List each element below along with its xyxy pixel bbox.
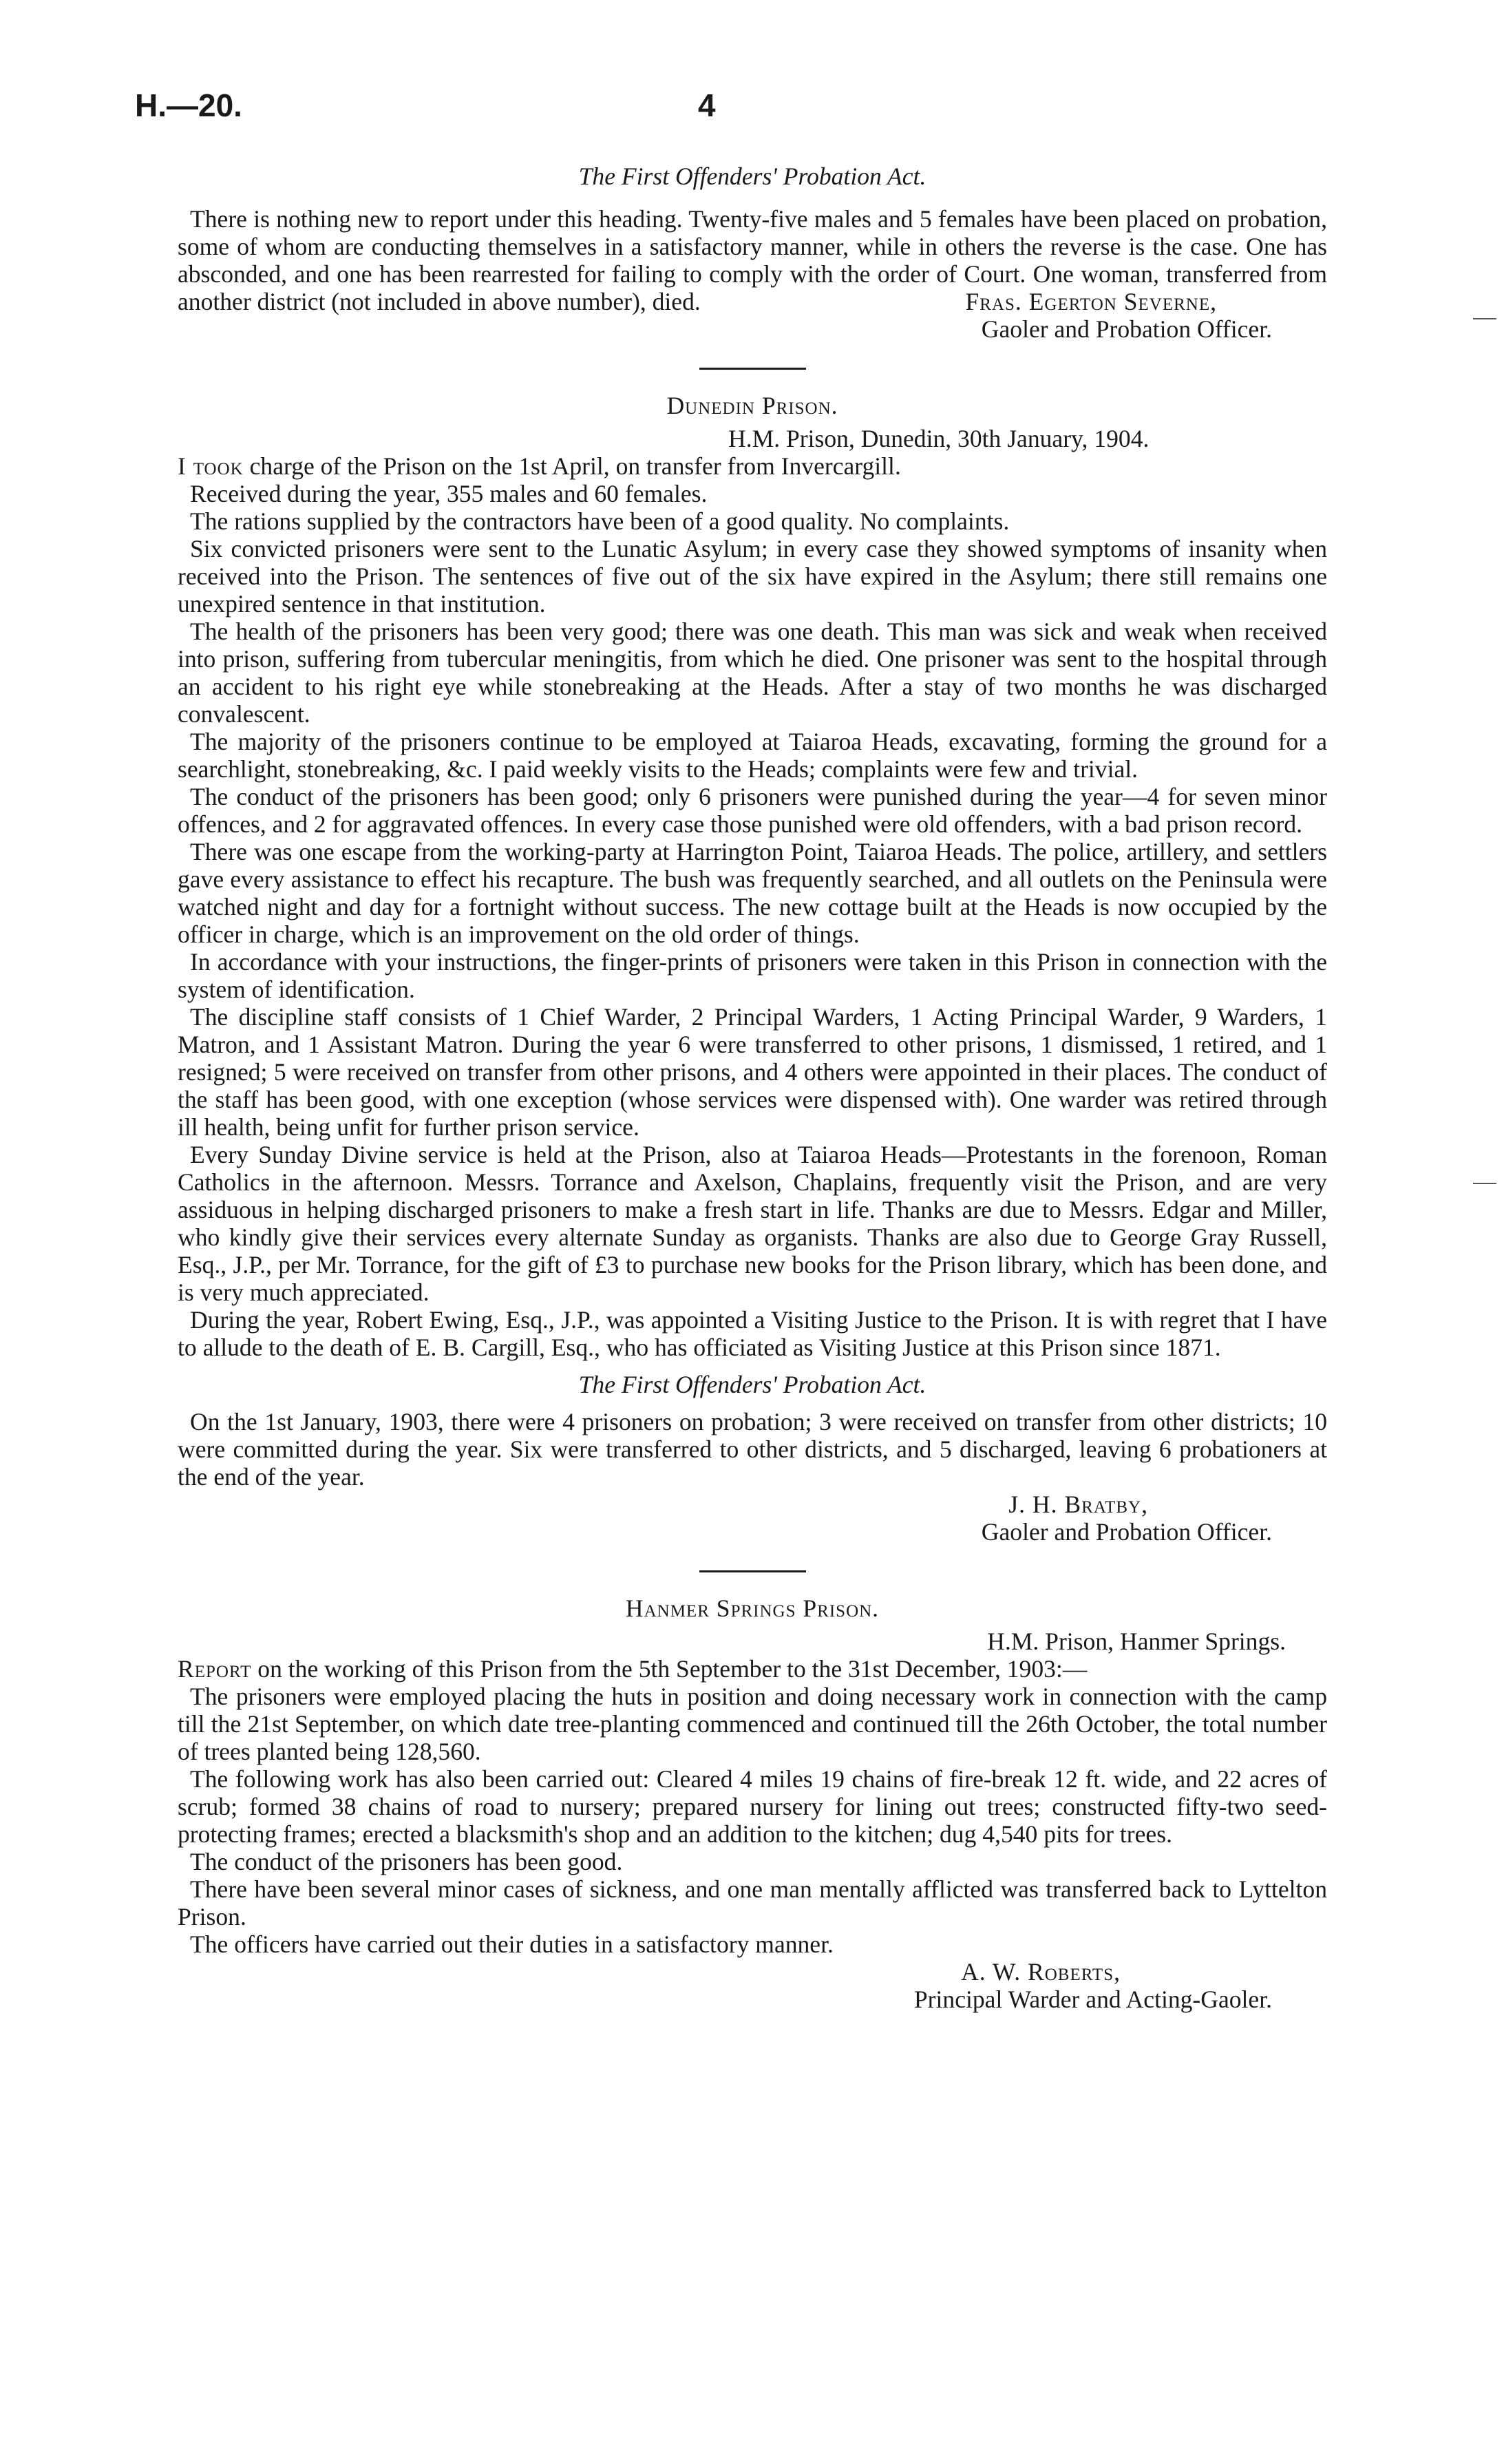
opening-line-hanmer: Report on the working of this Prison from the 5th September to the 31st December, 1903:— bbox=[178, 1655, 1088, 1683]
signature-title: Principal Warder and Acting-Gaoler. bbox=[913, 1986, 1272, 2013]
section-title-hanmer: Hanmer Springs Prison. bbox=[625, 1594, 880, 1622]
parliamentary-paper-code: H.—20. bbox=[135, 87, 242, 123]
probation-paragraph: There is nothing new to report under this heading. Twenty-five males and 5 females have been placed on probation, some of whom are conducting themselves in a satisfactory manner, while in others the reverse is the case. One has absconded, and one has been rearrested for failing to comply with the order of Court. One woman, transferred from another district (not included in above number), died. Fras. Egerton Severne, bbox=[178, 205, 1327, 315]
signature-name: A. W. Roberts, bbox=[961, 1958, 1121, 1986]
dunedin-probation-paragraph: On the 1st January, 1903, there were 4 prisoners on probation; 3 were received on transfer from other districts; 10 were committed during the year. Six were transferred to other districts, and 5 discharged, leaving 6 probationers at the end of the year. bbox=[178, 1408, 1327, 1491]
signature-title: Gaoler and Probation Officer. bbox=[981, 315, 1272, 343]
margin-mark bbox=[1473, 318, 1496, 319]
page-number: 4 bbox=[698, 87, 716, 123]
dunedin-paragraph: The discipline staff consists of 1 Chief Warder, 2 Principal Warders, 1 Acting Principal Warder, 9 Warders, 1 Matron, and 1 Assistant Matron. During the year 6 were transferred to other prisons, 1 dismissed, 1 retired, and 1 resigned; 5 were received on transfer from other prisons, and 4 others were appointed in their places. The conduct of the staff has been good, with one exception (whose services were dispensed with). One warder was retired through ill health, being unfit for further prison service. bbox=[178, 1003, 1327, 1141]
margin-mark bbox=[1473, 1183, 1496, 1184]
hanmer-paragraph: The following work has also been carried out: Cleared 4 miles 19 chains of fire-break 12 ft. wide, and 22 acres of scrub; formed 38 chains of road to nursery; prepared nursery for lining out trees; constructed fifty-two seed-protecting frames; erected a blacksmith's shop and an addition to the kitchen; dug 4,540 pits for trees. bbox=[178, 1765, 1327, 1848]
dunedin-paragraph: Received during the year, 355 males and 60 females. bbox=[190, 480, 708, 507]
dunedin-paragraph: In accordance with your instructions, the finger-prints of prisoners were taken in this Prison in connection with the system of identification. bbox=[178, 948, 1327, 1003]
signature-name: J. H. Bratby, bbox=[1008, 1491, 1148, 1518]
dunedin-paragraph: The rations supplied by the contractors have been of a good quality. No complaints. bbox=[190, 507, 1010, 535]
signature-title: Gaoler and Probation Officer. bbox=[981, 1518, 1272, 1546]
opening-line-dunedin: I took charge of the Prison on the 1st April, on transfer from Invercargill. bbox=[178, 452, 901, 480]
dunedin-paragraph: There was one escape from the working-party at Harrington Point, Taiaroa Heads. The police, artillery, and settlers gave every assistance to effect his recapture. The bush was frequently searched, and all outlets on the Peninsula were watched night and day for a fortnight without success. The new cottage built at the Heads is now occupied by the officer in charge, which is an improvement on the old order of things. bbox=[178, 838, 1327, 948]
page-header bbox=[135, 87, 1369, 135]
dunedin-paragraph: Every Sunday Divine service is held at the Prison, also at Taiaroa Heads—Protestants in the forenoon, Roman Catholics in the afternoon. Messrs. Torrance and Axelson, Chaplains, frequently visit the Prison, and are very assiduous in helping discharged prisoners to make a fresh start in life. Thanks are due to Messrs. Edgar and Miller, who kindly give their services every alternate Sunday as organists. Thanks are also due to George Gray Russell, Esq., J.P., per Mr. Torrance, for the gift of £3 to purchase new books for the Prison library, which has been done, and is very much appreciated. bbox=[178, 1141, 1327, 1306]
section-divider bbox=[699, 368, 806, 370]
dunedin-paragraph: The health of the prisoners has been very good; there was one death. This man was sick and weak when received into prison, suffering from tubercular meningitis, from which he died. One prisoner was sent to the hospital through an accident to his right eye while stonebreaking at the Heads. After a stay of two months he was discharged convalescent. bbox=[178, 618, 1327, 728]
dunedin-paragraph: The majority of the prisoners continue to be employed at Taiaroa Heads, excavating, forming the ground for a searchlight, stonebreaking, &c. I paid weekly visits to the Heads; complaints were few and trivial. bbox=[178, 728, 1327, 783]
dunedin-paragraph: During the year, Robert Ewing, Esq., J.P., was appointed a Visiting Justice to the Prison. It is with regret that I have to allude to the death of E. B. Cargill, Esq., who has officiated as Visiting Justice at this Prison since 1871. bbox=[178, 1306, 1327, 1361]
dunedin-paragraph: The conduct of the prisoners has been good; only 6 prisoners were punished during the year—4 for seven minor offences, and 2 for aggravated offences. In every case those punished were old offenders, with a bad prison record. bbox=[178, 783, 1327, 838]
section-title-dunedin-probation: The First Offenders' Probation Act. bbox=[578, 1371, 926, 1398]
document-body bbox=[178, 162, 1327, 2013]
hanmer-paragraph: The officers have carried out their duties in a satisfactory manner. bbox=[190, 1930, 834, 1958]
hanmer-paragraph: There have been several minor cases of sickness, and one man mentally afflicted was transferred back to Lyttelton Prison. bbox=[178, 1875, 1327, 1930]
section-title-probation-act: The First Offenders' Probation Act. bbox=[578, 162, 926, 190]
signature-name: Fras. Egerton Severne, bbox=[965, 288, 1217, 315]
dateline-hanmer: H.M. Prison, Hanmer Springs. bbox=[987, 1628, 1286, 1655]
section-title-dunedin: Dunedin Prison. bbox=[666, 392, 838, 419]
dunedin-paragraph: Six convicted prisoners were sent to the Lunatic Asylum; in every case they showed symptoms of insanity when received into the Prison. The sentences of five out of the six have expired in the Asylum; there still remains one unexpired sentence in that institution. bbox=[178, 535, 1327, 618]
section-divider bbox=[699, 1570, 806, 1572]
dateline-dunedin: H.M. Prison, Dunedin, 30th January, 1904. bbox=[728, 425, 1150, 452]
hanmer-paragraph: The conduct of the prisoners has been good. bbox=[190, 1848, 623, 1875]
hanmer-paragraph: The prisoners were employed placing the huts in position and doing necessary work in connection with the camp till the 21st September, on which date tree-planting commenced and continued till the 26th October, the total number of trees planted being 128,560. bbox=[178, 1683, 1327, 1765]
